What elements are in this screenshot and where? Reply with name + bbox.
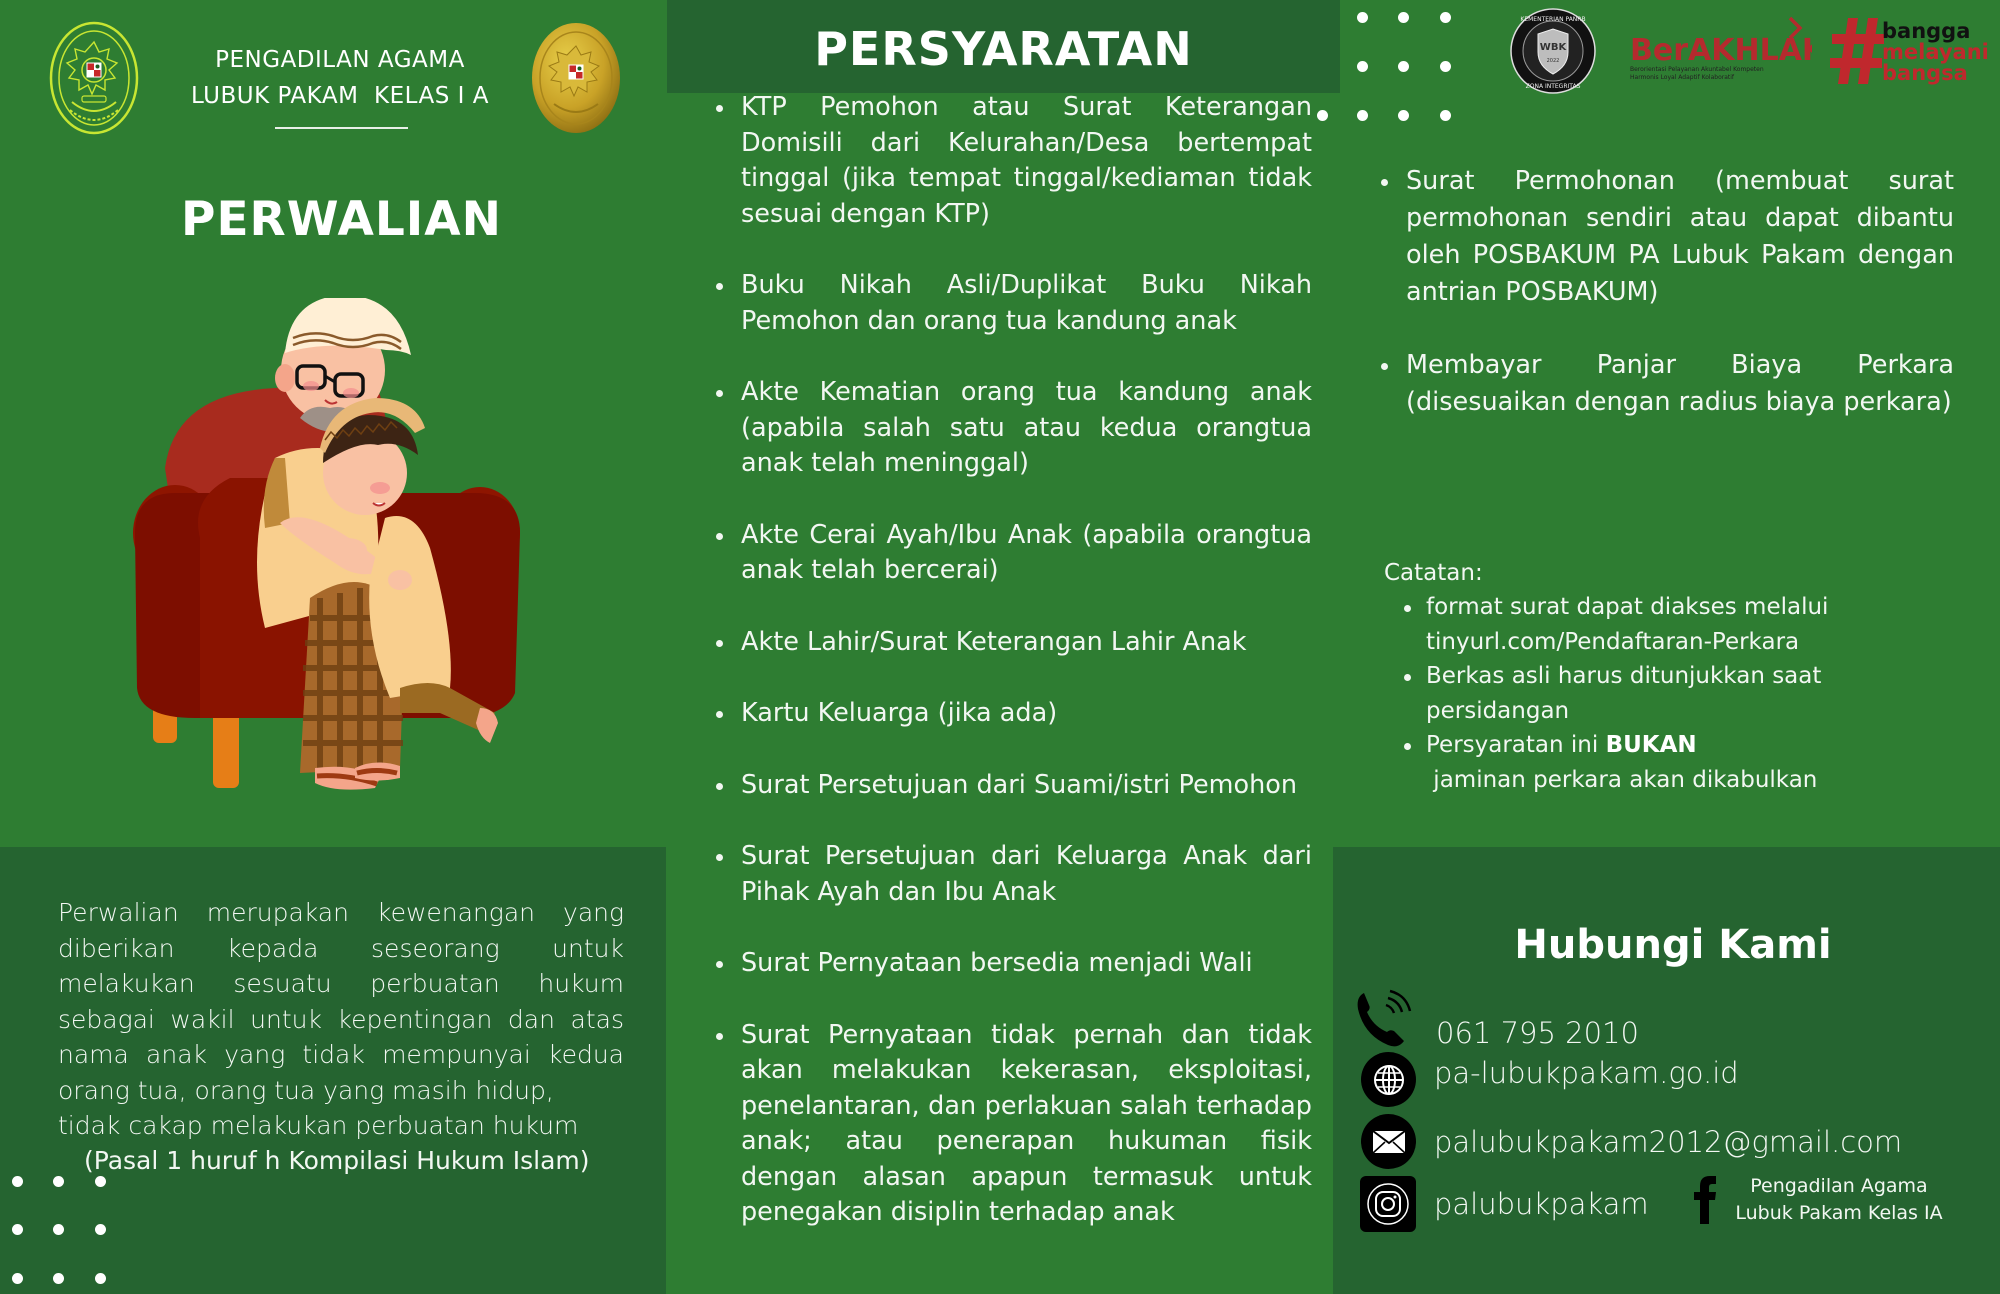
court-name-underline xyxy=(275,127,408,129)
svg-text:ZONA INTEGRITAS: ZONA INTEGRITAS xyxy=(1525,83,1581,90)
requirement-item: Membayar Panjar Biaya Perkara (disesuaikan dengan radius biaya perkara) xyxy=(1378,347,1954,421)
svg-text:BerAKHLAK: BerAKHLAK xyxy=(1630,33,1812,68)
note-item: format surat dapat diakses melalui tinyurl.com/Pendaftaran-Perkara xyxy=(1400,590,1960,659)
svg-text:KEMENTERIAN PANRB: KEMENTERIAN PANRB xyxy=(1520,16,1586,23)
court-name xyxy=(150,42,530,114)
contact-title: Hubungi Kami xyxy=(1514,922,1832,968)
mail-icon xyxy=(1361,1114,1416,1169)
requirement-item: Surat Pernyataan tidak pernah dan tidak akan melakukan kekerasan, eksploitasi, penelantaran, dan perlakuan salah terhadap anak; atau penerapan hukuman fisik dengan alasan apapun termasuk untuk penegakan disiplin terhadap anak xyxy=(712,1018,1312,1231)
note-text: Persyaratan ini xyxy=(1426,732,1606,758)
requirement-item: Buku Nikah Asli/Duplikat Buku Nikah Pemohon dan orang tua kandung anak xyxy=(712,268,1312,339)
contact-website-link[interactable]: pa-lubukpakam.go.id xyxy=(1434,1055,1739,1090)
svg-text:WBK: WBK xyxy=(1539,42,1567,53)
requirement-item: Surat Persetujuan dari Suami/istri Pemohon xyxy=(712,768,1312,804)
requirements-list-middle xyxy=(712,90,1312,1267)
contact-phone xyxy=(1356,988,1639,1050)
svg-text:2022: 2022 xyxy=(1546,58,1560,64)
facebook-icon xyxy=(1692,1176,1716,1224)
contact-email xyxy=(1361,1114,1902,1169)
contact-email-link[interactable]: palubukpakam2012@gmail.com xyxy=(1434,1124,1903,1159)
court-name-line1: PENGADILAN AGAMA xyxy=(215,47,465,73)
facebook-page-line1: Pengadilan Agama xyxy=(1750,1175,1928,1197)
svg-text:Berorientasi Pelayanan Akuntab: Berorientasi Pelayanan Akuntabel Kompeten xyxy=(1630,66,1764,73)
requirement-item: Surat Pernyataan bersedia menjadi Wali xyxy=(712,946,1312,982)
requirements-list-right xyxy=(1378,163,1954,457)
notes-list xyxy=(1400,590,1960,797)
wbk-zona-integritas-logo xyxy=(1510,8,1596,94)
contact-facebook-page[interactable] xyxy=(1722,1173,1956,1227)
contact-phone-number[interactable]: 061 795 2010 xyxy=(1436,1016,1639,1050)
requirement-item: Akte Cerai Ayah/Ibu Anak (apabila orangtua anak telah bercerai) xyxy=(712,518,1312,589)
requirement-item: Surat Permohonan (membuat surat permohonan sendiri atau dapat dibantu oleh POSBAKUM PA Lubuk Pakam dengan antrian POSBAKUM) xyxy=(1378,163,1954,311)
definition-citation: (Pasal 1 huruf h Kompilasi Hukum Islam) xyxy=(84,1146,590,1175)
court-name-line2: LUBUK PAKAM KELAS I A xyxy=(191,83,489,109)
svg-text:melayani: melayani xyxy=(1882,40,1989,64)
requirement-item: Kartu Keluarga (jika ada) xyxy=(712,696,1312,732)
note-text: jaminan perkara akan dikabulkan xyxy=(1426,766,1818,793)
mahkamah-agung-emblem xyxy=(528,20,624,136)
requirement-item: KTP Pemohon atau Surat Keterangan Domisili dari Kelurahan/Desa bertempat tinggal (jika tempat tinggal/kediaman tidak sesuai dengan KTP) xyxy=(712,90,1312,232)
phone-icon xyxy=(1356,989,1414,1049)
facebook-page-line2: Lubuk Pakam Kelas IA xyxy=(1735,1202,1943,1224)
note-emphasis: BUKAN xyxy=(1605,732,1697,758)
requirement-item: Surat Persetujuan dari Keluarga Anak dari Pihak Ayah dan Ibu Anak xyxy=(712,839,1312,910)
svg-text:Harmonis Loyal Adaptif Kolabor: Harmonis Loyal Adaptif Kolaboratif xyxy=(1630,74,1735,81)
note-item: Berkas asli harus ditunjukkan saat persidangan xyxy=(1400,659,1960,728)
svg-text:bangga: bangga xyxy=(1882,19,1971,43)
requirement-item: Akte Lahir/Surat Keterangan Lahir Anak xyxy=(712,625,1312,661)
berakhlak-logo xyxy=(1630,16,1812,86)
globe-icon xyxy=(1361,1052,1416,1107)
requirement-item: Akte Kematian orang tua kandung anak (apabila salah satu atau kedua orangtua anak telah meninggal) xyxy=(712,375,1312,482)
definition-text xyxy=(58,895,624,1144)
requirements-title: PERSYARATAN xyxy=(814,22,1193,76)
contact-instagram-handle[interactable]: palubukpakam xyxy=(1434,1187,1649,1221)
pengadilan-agama-emblem xyxy=(48,20,140,136)
definition-body: Perwalian merupakan kewenangan yang diberikan kepada seseorang untuk melakukan sesuatu perbuatan hukum sebagai wakil untuk kepentingan dan atas nama anak yang tidak mempunyai kedua orang tua, orang tua yang masih hidup, xyxy=(58,898,624,1105)
svg-text:bangsa: bangsa xyxy=(1882,61,1968,85)
bangga-melayani-bangsa-logo xyxy=(1830,14,2000,88)
definition-last-line: tidak cakap melakukan perbuatan hukum xyxy=(58,1111,579,1140)
grandfather-child-illustration xyxy=(125,298,555,793)
contact-instagram xyxy=(1360,1176,1649,1232)
instagram-icon xyxy=(1360,1176,1416,1232)
contact-website xyxy=(1361,1052,1739,1107)
notes-title: Catatan: xyxy=(1384,560,1483,586)
note-item xyxy=(1400,728,1960,797)
page-title: PERWALIAN xyxy=(181,192,502,247)
